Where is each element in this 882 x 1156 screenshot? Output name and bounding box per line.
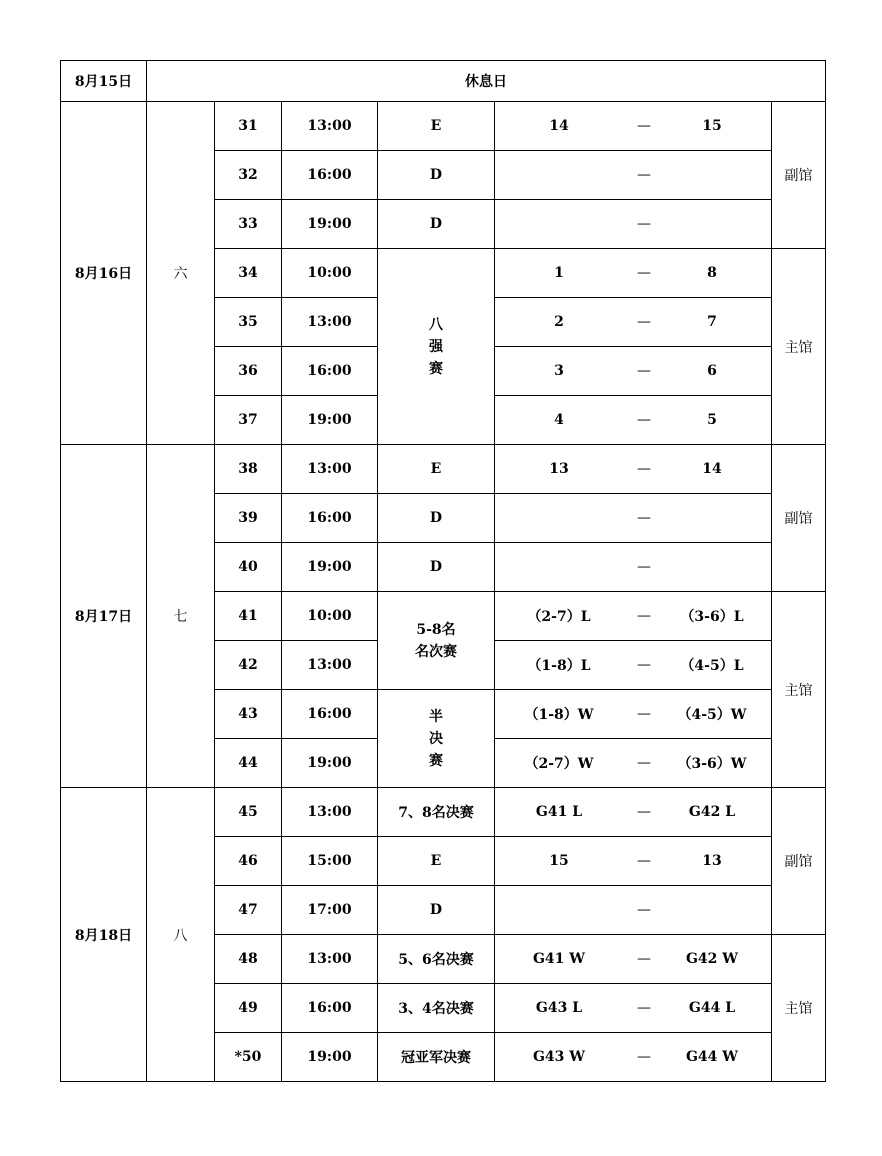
away-team: （3-6）W [677, 756, 747, 772]
matchup [495, 445, 772, 494]
vs-dash: — [637, 951, 651, 967]
game-number: 35 [215, 298, 282, 347]
game-group: D [378, 494, 495, 543]
matchup [495, 543, 772, 592]
day-weekday: 六 [147, 102, 215, 445]
game-number: 31 [215, 102, 282, 151]
vs-dash: — [637, 412, 651, 428]
vs-dash: — [637, 657, 651, 673]
game-number: 32 [215, 151, 282, 200]
matchup [495, 249, 772, 298]
away-team: 14 [702, 461, 722, 477]
table-row [61, 102, 826, 151]
game-group: E [378, 837, 495, 886]
vs-dash: — [637, 1049, 651, 1065]
vs-dash: — [637, 1000, 651, 1016]
vs-dash: — [637, 314, 651, 330]
game-group: E [378, 102, 495, 151]
day-weekday: 八 [147, 788, 215, 1082]
stage-quarterfinal: 八 强 赛 [378, 249, 495, 445]
home-team: 13 [549, 461, 569, 477]
game-time: 19:00 [282, 739, 378, 788]
home-team: （1-8）W [524, 707, 594, 723]
vs-dash: — [637, 363, 651, 379]
vs-dash: — [637, 265, 651, 281]
game-number: 37 [215, 396, 282, 445]
vs-dash: — [637, 510, 651, 526]
matchup [495, 396, 772, 445]
vs-dash: — [637, 902, 651, 918]
game-number: 39 [215, 494, 282, 543]
away-team: G44 W [685, 1049, 739, 1065]
matchup [495, 298, 772, 347]
away-team: 8 [707, 265, 717, 281]
matchup [495, 1033, 772, 1082]
vs-dash: — [637, 853, 651, 869]
game-number: 38 [215, 445, 282, 494]
matchup [495, 494, 772, 543]
home-team: G43 W [532, 1049, 586, 1065]
home-team: 2 [554, 314, 564, 330]
home-team: 15 [549, 853, 569, 869]
matchup [495, 935, 772, 984]
game-time: 10:00 [282, 592, 378, 641]
venue: 副馆 [772, 788, 826, 935]
home-team: （1-8）L [527, 658, 591, 674]
game-group: 5、6名决赛 [378, 935, 495, 984]
game-group: D [378, 151, 495, 200]
away-team: G42 W [685, 951, 739, 967]
schedule-table [60, 60, 826, 1082]
away-team: 13 [702, 853, 722, 869]
game-number: 48 [215, 935, 282, 984]
vs-dash: — [637, 608, 651, 624]
game-time: 13:00 [282, 935, 378, 984]
matchup [495, 984, 772, 1033]
game-time: 16:00 [282, 151, 378, 200]
stage-placement-5-8: 5-8名 名次赛 [378, 592, 495, 690]
vs-dash: — [637, 559, 651, 575]
away-team: 5 [707, 412, 717, 428]
matchup [495, 151, 772, 200]
matchup [495, 690, 772, 739]
away-team: 6 [707, 363, 717, 379]
away-team: （4-5）L [680, 658, 744, 674]
game-time: 16:00 [282, 347, 378, 396]
home-team: 4 [554, 412, 564, 428]
matchup [495, 788, 772, 837]
home-team: 3 [554, 363, 564, 379]
game-time: 16:00 [282, 494, 378, 543]
game-time: 17:00 [282, 886, 378, 935]
game-number: 34 [215, 249, 282, 298]
matchup [495, 347, 772, 396]
game-number: 33 [215, 200, 282, 249]
vs-dash: — [637, 755, 651, 771]
matchup [495, 200, 772, 249]
game-group: E [378, 445, 495, 494]
game-time: 13:00 [282, 788, 378, 837]
game-number: 43 [215, 690, 282, 739]
matchup [495, 592, 772, 641]
venue: 副馆 [772, 102, 826, 249]
home-team: G41 W [532, 951, 586, 967]
matchup [495, 886, 772, 935]
home-team: （2-7）W [524, 756, 594, 772]
game-number: 46 [215, 837, 282, 886]
game-time: 15:00 [282, 837, 378, 886]
game-time: 13:00 [282, 298, 378, 347]
game-number: *50 [215, 1033, 282, 1082]
game-number: 40 [215, 543, 282, 592]
game-group: 7、8名决赛 [378, 788, 495, 837]
game-time: 16:00 [282, 984, 378, 1033]
game-time: 10:00 [282, 249, 378, 298]
game-group: D [378, 543, 495, 592]
game-time: 16:00 [282, 690, 378, 739]
away-team: （3-6）L [680, 609, 744, 625]
table-row [61, 788, 826, 837]
game-time: 19:00 [282, 396, 378, 445]
game-number: 44 [215, 739, 282, 788]
away-team: 7 [707, 314, 717, 330]
home-team: G41 L [535, 804, 583, 820]
vs-dash: — [637, 461, 651, 477]
vs-dash: — [637, 216, 651, 232]
vs-dash: — [637, 706, 651, 722]
vs-dash: — [637, 118, 651, 134]
home-team: G43 L [535, 1000, 583, 1016]
game-group: 3、4名决赛 [378, 984, 495, 1033]
game-time: 19:00 [282, 1033, 378, 1082]
game-time: 13:00 [282, 445, 378, 494]
venue: 主馆 [772, 592, 826, 788]
game-group: D [378, 886, 495, 935]
venue: 副馆 [772, 445, 826, 592]
day-date: 8月16日 [61, 102, 147, 445]
matchup [495, 641, 772, 690]
venue: 主馆 [772, 935, 826, 1082]
away-team: G44 L [688, 1000, 736, 1016]
away-team: （4-5）W [677, 707, 747, 723]
game-time: 19:00 [282, 543, 378, 592]
game-number: 47 [215, 886, 282, 935]
vs-dash: — [637, 804, 651, 820]
game-number: 42 [215, 641, 282, 690]
game-time: 13:00 [282, 641, 378, 690]
away-team: 15 [702, 118, 722, 134]
day-date: 8月17日 [61, 445, 147, 788]
game-number: 41 [215, 592, 282, 641]
vs-dash: — [637, 167, 651, 183]
game-time: 13:00 [282, 102, 378, 151]
matchup [495, 837, 772, 886]
matchup [495, 102, 772, 151]
home-team: 14 [549, 118, 569, 134]
game-number: 49 [215, 984, 282, 1033]
game-group: D [378, 200, 495, 249]
home-team: 1 [554, 265, 564, 281]
rest-day-label: 休息日 [147, 61, 826, 102]
game-number: 36 [215, 347, 282, 396]
game-number: 45 [215, 788, 282, 837]
game-time: 19:00 [282, 200, 378, 249]
home-team: （2-7）L [527, 609, 591, 625]
table-row [61, 445, 826, 494]
rest-day-row [61, 61, 826, 102]
matchup [495, 739, 772, 788]
rest-day-date: 8月15日 [61, 61, 147, 102]
day-weekday: 七 [147, 445, 215, 788]
venue: 主馆 [772, 249, 826, 445]
stage-semifinal: 半 决 赛 [378, 690, 495, 788]
day-date: 8月18日 [61, 788, 147, 1082]
away-team: G42 L [688, 804, 736, 820]
game-group: 冠亚军决赛 [378, 1033, 495, 1082]
